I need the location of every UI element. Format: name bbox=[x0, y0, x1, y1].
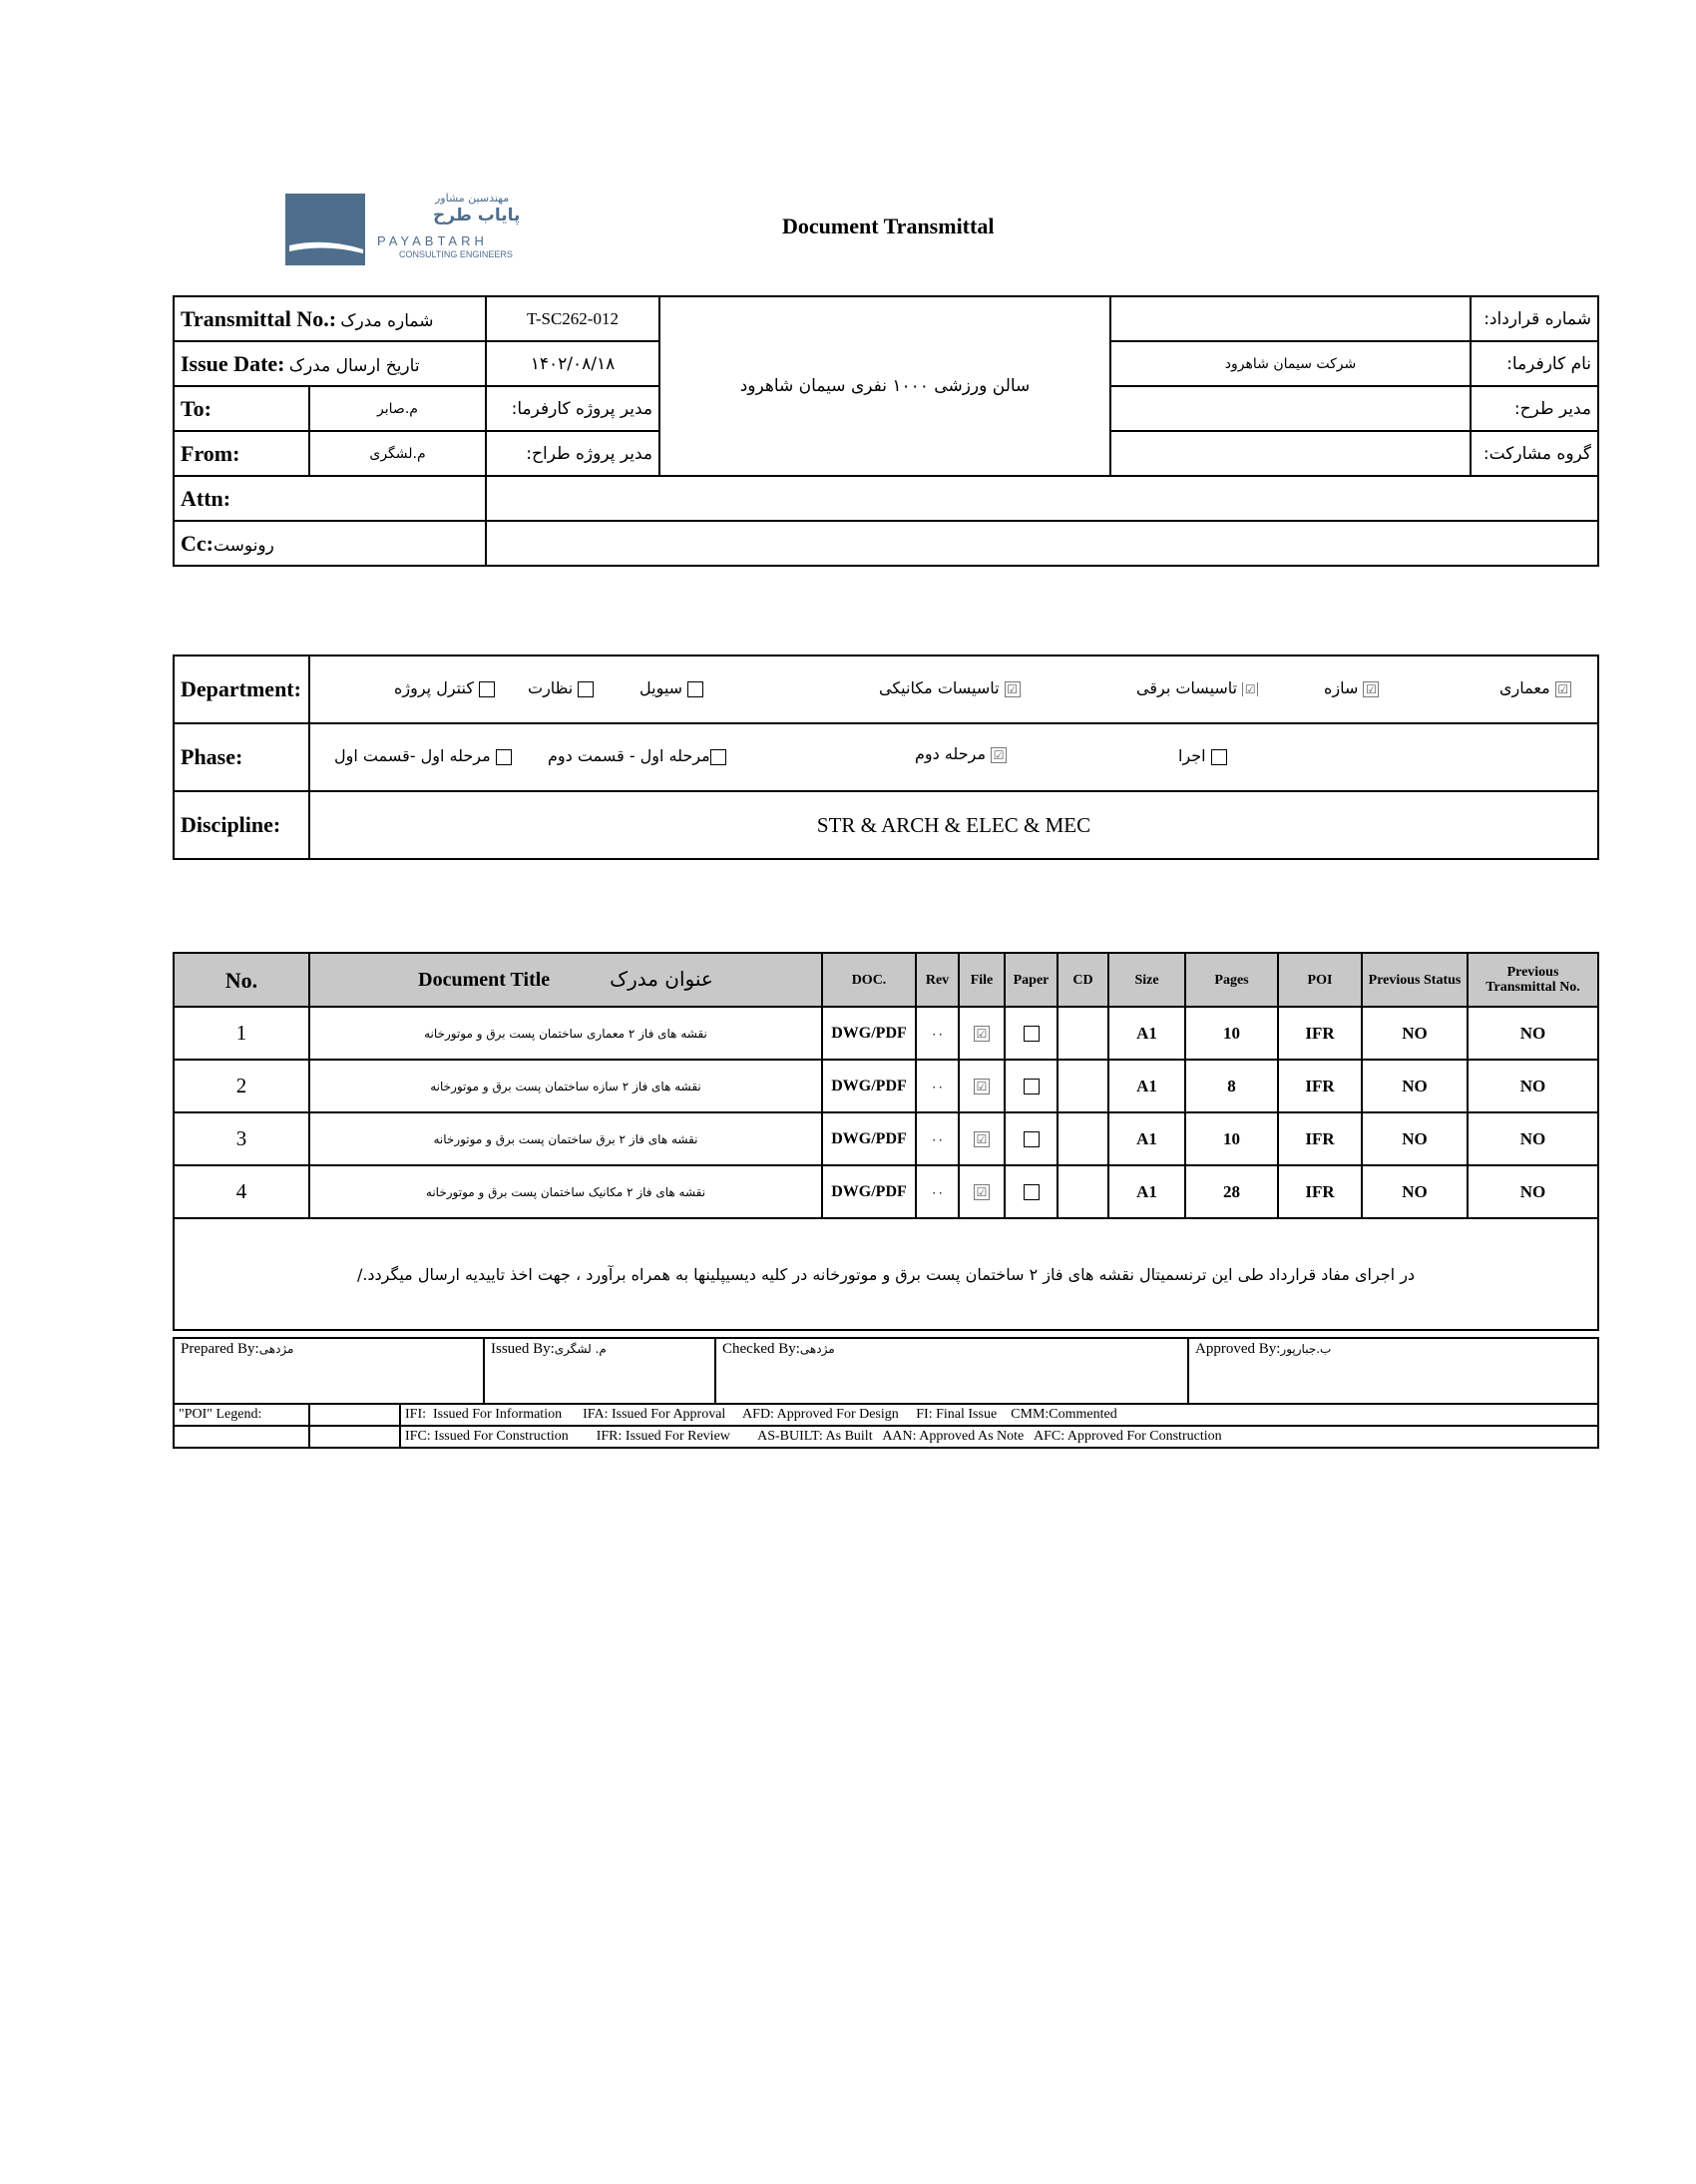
row-prev-transmittal: NO bbox=[1468, 1007, 1598, 1060]
page-title: Document Transmittal bbox=[782, 214, 995, 238]
table-row bbox=[174, 1112, 1598, 1165]
poi-legend-line2: IFC: Issued For Construction IFR: Issued For Review AS-BUILT: As Built AAN: Approved As Note AFC: Approved For Construction bbox=[400, 1426, 1598, 1448]
col-previous-status: Previous Status bbox=[1362, 953, 1468, 1007]
poi-legend-table bbox=[173, 1403, 1599, 1449]
logo-text-fa-top: مهندسین مشاور bbox=[435, 192, 510, 205]
phase-option-execution[interactable]: اجرا bbox=[1178, 746, 1227, 765]
row-rev: ۰۰ bbox=[916, 1112, 959, 1165]
discipline-label: Discipline: bbox=[174, 791, 309, 859]
dept-option-civil[interactable]: سیویل bbox=[639, 678, 703, 697]
phase-option-second-stage[interactable]: ☑ مرحله دوم bbox=[915, 744, 1007, 763]
checkbox-icon[interactable] bbox=[578, 681, 594, 697]
approved-by: Approved By:ب.جبارپور bbox=[1188, 1338, 1598, 1404]
row-file[interactable] bbox=[959, 1165, 1005, 1218]
design-manager-value bbox=[1110, 386, 1471, 431]
col-doc: DOC. bbox=[822, 953, 916, 1007]
checkbox-icon[interactable]: ☑ bbox=[1363, 681, 1379, 697]
row-poi: IFR bbox=[1278, 1007, 1362, 1060]
client-label: نام کارفرما: bbox=[1471, 341, 1598, 386]
col-paper: Paper bbox=[1005, 953, 1058, 1007]
issued-by: Issued By:م. لشگری bbox=[484, 1338, 715, 1404]
poi-legend-label: "POI" Legend: bbox=[174, 1404, 309, 1426]
row-poi: IFR bbox=[1278, 1112, 1362, 1165]
project-name: سالن ورزشی ۱۰۰۰ نفری سیمان شاهرود bbox=[659, 296, 1110, 476]
attn-label: Attn: bbox=[174, 476, 309, 521]
dept-option-electrical[interactable]: ☑ تاسیسات برقی bbox=[1136, 678, 1258, 697]
row-no: 4 bbox=[174, 1165, 309, 1218]
phase-option-first-stage-part1[interactable]: مرحله اول -قسمت اول bbox=[334, 746, 512, 765]
checkbox-icon[interactable] bbox=[1024, 1131, 1040, 1147]
client-value: شرکت سیمان شاهرود bbox=[1110, 341, 1471, 386]
row-no: 2 bbox=[174, 1060, 309, 1112]
checkbox-icon[interactable] bbox=[1211, 749, 1227, 765]
checked-by: Checked By:مژدهی bbox=[715, 1338, 1188, 1404]
table-row bbox=[174, 1165, 1598, 1218]
row-no: 1 bbox=[174, 1007, 309, 1060]
row-no: 3 bbox=[174, 1112, 309, 1165]
dept-option-architecture[interactable]: ☑ معماری bbox=[1499, 678, 1571, 697]
row-prev-transmittal: NO bbox=[1468, 1060, 1598, 1112]
checkbox-icon[interactable]: ☑ bbox=[991, 747, 1007, 763]
contract-no-value bbox=[1110, 296, 1471, 341]
row-doc: DWG/PDF bbox=[822, 1007, 916, 1060]
checkbox-icon[interactable]: ☑ bbox=[1005, 681, 1021, 697]
documents-table bbox=[173, 952, 1599, 1331]
row-prev-status: NO bbox=[1362, 1060, 1468, 1112]
department-label: Department: bbox=[174, 655, 309, 723]
checkbox-icon[interactable] bbox=[1024, 1026, 1040, 1042]
transmittal-note: در اجرای مفاد قرارداد طی این ترنسمیتال نقشه های فاز ۲ ساختمان پست برق و موتورخانه در کلیه دیسیپلینها به همراه برآورد ، جهت اخذ تاییدیه ارسال میگردد./ bbox=[174, 1218, 1598, 1330]
checkbox-icon[interactable] bbox=[710, 749, 726, 765]
checkbox-icon[interactable] bbox=[1024, 1079, 1040, 1094]
company-logo bbox=[285, 192, 535, 267]
row-size: A1 bbox=[1108, 1165, 1185, 1218]
row-paper[interactable] bbox=[1005, 1007, 1058, 1060]
row-prev-status: NO bbox=[1362, 1007, 1468, 1060]
row-pages: 8 bbox=[1185, 1060, 1278, 1112]
col-pages: Pages bbox=[1185, 953, 1278, 1007]
checkbox-icon[interactable]: ☑ bbox=[974, 1131, 990, 1147]
row-rev: ۰۰ bbox=[916, 1060, 959, 1112]
logo-text-en-name: PAYABTARH bbox=[377, 233, 488, 248]
cc-value bbox=[486, 521, 1598, 566]
row-poi: IFR bbox=[1278, 1165, 1362, 1218]
row-poi: IFR bbox=[1278, 1060, 1362, 1112]
row-pages: 28 bbox=[1185, 1165, 1278, 1218]
transmittal-no-value: T-SC262-012 bbox=[486, 296, 659, 341]
issue-date-label: Issue Date: تاریخ ارسال مدرک bbox=[174, 341, 486, 386]
from-value: م.لشگری bbox=[309, 431, 486, 476]
logo-text-en-sub: CONSULTING ENGINEERS bbox=[399, 249, 513, 259]
to-role: مدیر پروژه کارفرما: bbox=[486, 386, 659, 431]
row-cd bbox=[1058, 1165, 1108, 1218]
department-table bbox=[173, 655, 1599, 860]
signatures-table bbox=[173, 1337, 1599, 1405]
row-rev: ۰۰ bbox=[916, 1165, 959, 1218]
dept-option-structure[interactable]: ☑ سازه bbox=[1324, 678, 1379, 697]
col-size: Size bbox=[1108, 953, 1185, 1007]
row-file[interactable] bbox=[959, 1060, 1005, 1112]
table-row bbox=[174, 1007, 1598, 1060]
row-pages: 10 bbox=[1185, 1007, 1278, 1060]
partner-value bbox=[1110, 431, 1471, 476]
checkbox-icon[interactable] bbox=[687, 681, 703, 697]
dept-option-supervision[interactable]: نظارت bbox=[528, 678, 594, 697]
table-row bbox=[174, 1060, 1598, 1112]
row-title: نقشه های فاز ۲ مکانیک ساختمان پست برق و موتورخانه bbox=[309, 1165, 822, 1218]
row-paper[interactable] bbox=[1005, 1165, 1058, 1218]
checkbox-icon[interactable]: ☑ bbox=[1242, 682, 1258, 696]
row-prev-status: NO bbox=[1362, 1112, 1468, 1165]
col-previous-transmittal: Previous Transmittal No. bbox=[1468, 953, 1598, 1007]
col-rev: Rev bbox=[916, 953, 959, 1007]
row-size: A1 bbox=[1108, 1112, 1185, 1165]
checkbox-icon[interactable]: ☑ bbox=[974, 1184, 990, 1200]
phase-options bbox=[309, 723, 1598, 791]
logo-text-fa-name: پایاب طرح bbox=[433, 206, 521, 225]
checkbox-icon[interactable] bbox=[496, 749, 512, 765]
partner-label: گروه مشارکت: bbox=[1471, 431, 1598, 476]
phase-option-first-stage-part2[interactable]: مرحله اول - قسمت دوم bbox=[548, 746, 726, 765]
checkbox-icon[interactable]: ☑ bbox=[974, 1026, 990, 1042]
row-title: نقشه های فاز ۲ برق ساختمان پست برق و موتورخانه bbox=[309, 1112, 822, 1165]
row-file[interactable] bbox=[959, 1007, 1005, 1060]
contract-no-label: شماره قرارداد: bbox=[1471, 296, 1598, 341]
logo-mark-icon bbox=[285, 194, 365, 265]
col-cd: CD bbox=[1058, 953, 1108, 1007]
row-prev-transmittal: NO bbox=[1468, 1165, 1598, 1218]
to-value: م.صابر bbox=[309, 386, 486, 431]
row-cd bbox=[1058, 1060, 1108, 1112]
checkbox-icon[interactable]: ☑ bbox=[1555, 681, 1571, 697]
cc-label: Cc:رونوست bbox=[174, 521, 309, 566]
checkbox-icon[interactable] bbox=[1024, 1184, 1040, 1200]
row-size: A1 bbox=[1108, 1007, 1185, 1060]
row-prev-transmittal: NO bbox=[1468, 1112, 1598, 1165]
row-title: نقشه های فاز ۲ سازه ساختمان پست برق و موتورخانه bbox=[309, 1060, 822, 1112]
from-label: From: bbox=[174, 431, 309, 476]
header-table bbox=[173, 295, 1599, 567]
phase-label: Phase: bbox=[174, 723, 309, 791]
dept-option-mechanical[interactable]: ☑ تاسیسات مکانیکی bbox=[879, 678, 1021, 697]
poi-legend-line1: IFI: Issued For Information IFA: Issued For Approval AFD: Approved For Design FI: Final Issue CMM:Commented bbox=[400, 1404, 1598, 1426]
prepared-by: Prepared By:مژدهی bbox=[174, 1338, 484, 1404]
row-cd bbox=[1058, 1007, 1108, 1060]
checkbox-icon[interactable]: ☑ bbox=[974, 1079, 990, 1094]
row-doc: DWG/PDF bbox=[822, 1112, 916, 1165]
from-role: مدیر پروژه طراح: bbox=[486, 431, 659, 476]
transmittal-no-label: Transmittal No.: شماره مدرک bbox=[174, 296, 486, 341]
checkbox-icon[interactable] bbox=[479, 681, 495, 697]
col-document-title: Document Title عنوان مدرک bbox=[309, 953, 822, 1007]
row-doc: DWG/PDF bbox=[822, 1165, 916, 1218]
row-rev: ۰۰ bbox=[916, 1007, 959, 1060]
department-options bbox=[309, 655, 1598, 723]
row-paper[interactable] bbox=[1005, 1112, 1058, 1165]
dept-option-project-control[interactable]: کنترل پروژه bbox=[394, 678, 495, 697]
row-paper[interactable] bbox=[1005, 1060, 1058, 1112]
attn-value bbox=[486, 476, 1598, 521]
row-title: نقشه های فاز ۲ معماری ساختمان پست برق و موتورخانه bbox=[309, 1007, 822, 1060]
row-cd bbox=[1058, 1112, 1108, 1165]
row-file[interactable] bbox=[959, 1112, 1005, 1165]
col-no: No. bbox=[174, 953, 309, 1007]
col-poi: POI bbox=[1278, 953, 1362, 1007]
row-doc: DWG/PDF bbox=[822, 1060, 916, 1112]
to-label: To: bbox=[174, 386, 309, 431]
issue-date-value: ۱۴۰۲/۰۸/۱۸ bbox=[486, 341, 659, 386]
row-prev-status: NO bbox=[1362, 1165, 1468, 1218]
design-manager-label: مدیر طرح: bbox=[1471, 386, 1598, 431]
row-size: A1 bbox=[1108, 1060, 1185, 1112]
col-file: File bbox=[959, 953, 1005, 1007]
discipline-value: STR & ARCH & ELEC & MEC bbox=[309, 791, 1598, 859]
row-pages: 10 bbox=[1185, 1112, 1278, 1165]
